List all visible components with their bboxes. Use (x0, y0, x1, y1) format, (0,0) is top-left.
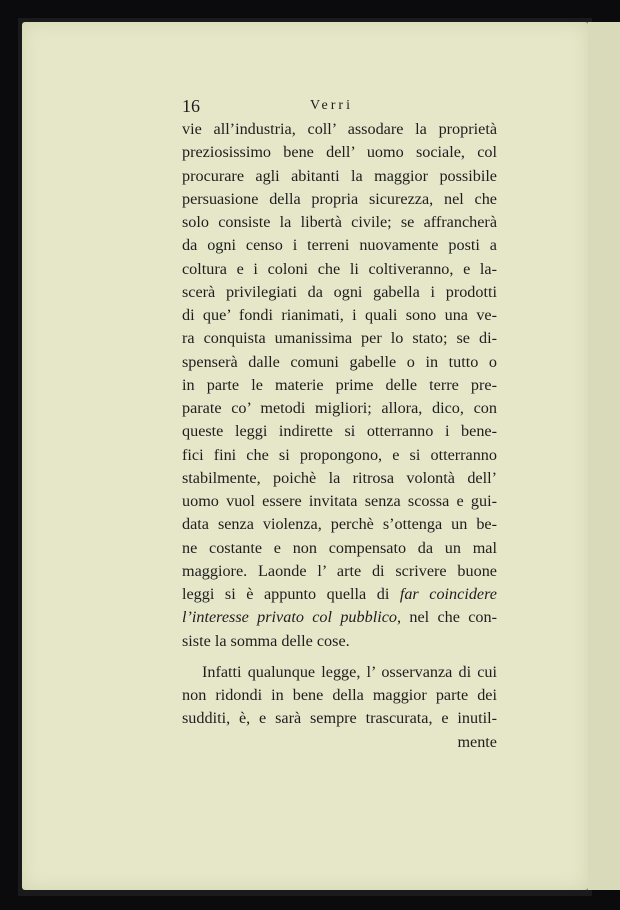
text-line: scerà privilegiati da ogni gabella i prodotti (182, 282, 497, 301)
running-head (182, 96, 502, 118)
text-line: data senza violenza, perchè s’ottenga un be- (182, 515, 497, 534)
text-line: sudditi, è, e sarà sempre trascurata, e inutil- (182, 709, 497, 728)
text-line: procurare agli abitanti la maggior possibile (182, 166, 497, 185)
text-line: persuasione della propria sicurezza, nel che (182, 189, 497, 208)
body-text (182, 118, 497, 754)
text-line: queste leggi indirette si otterranno i bene- (182, 422, 497, 441)
text-line: coltura e i coloni che li coltiveranno, e la- (182, 259, 497, 278)
next-page-edge (586, 22, 620, 890)
italic-phrase: l’interesse privato col pubblico (182, 608, 397, 627)
text-line: solo consiste la libertà civile; se affrancherà (182, 213, 497, 231)
text-line: spenserà dalle comuni gabelle o in tutto o (182, 352, 497, 371)
text-line: non ridondi in bene della maggior parte dei (182, 686, 497, 704)
text-line: ra conquista umanissima per lo stato; se di- (182, 329, 497, 348)
text-line: siste la somma delle cose. (182, 631, 350, 650)
text-line: Infatti qualunque legge, l’ osservanza di cui (202, 662, 497, 681)
text-line: ne costante e non compensato da un mal (182, 538, 497, 557)
text-line: stabilmente, poichè la ritrosa volontà dell’ (182, 468, 497, 487)
text-line: uomo vuol essere invitata senza scossa e gui- (182, 492, 497, 510)
text-line: leggi si è appunto quella di far coincidere (182, 585, 497, 603)
text-line: fici fini che si propongono, e si otterranno (182, 445, 497, 464)
text-line: maggiore. Laonde l’ arte di scrivere buone (182, 561, 497, 580)
italic-phrase: far coincidere (399, 585, 497, 603)
text-line: parate co’ metodi migliori; allora, dico, con (182, 399, 497, 417)
text-line: da ogni censo i terreni nuovamente posti a (182, 236, 497, 255)
text-line: in parte le materie prime delle terre pre- (182, 375, 497, 394)
catchword: mente (457, 732, 497, 751)
text-line: di que’ fondi rianimati, i quali sono una ve- (182, 306, 497, 324)
text-line: l’interesse privato col pubblico, nel che con- (182, 608, 497, 627)
text-line: vie all’industria, coll’ assodare la proprietà (182, 120, 497, 138)
page-number: 16 (182, 96, 200, 116)
text-line: preziosissimo bene dell’ uomo sociale, col (182, 143, 497, 162)
running-title: Verri (310, 98, 353, 113)
